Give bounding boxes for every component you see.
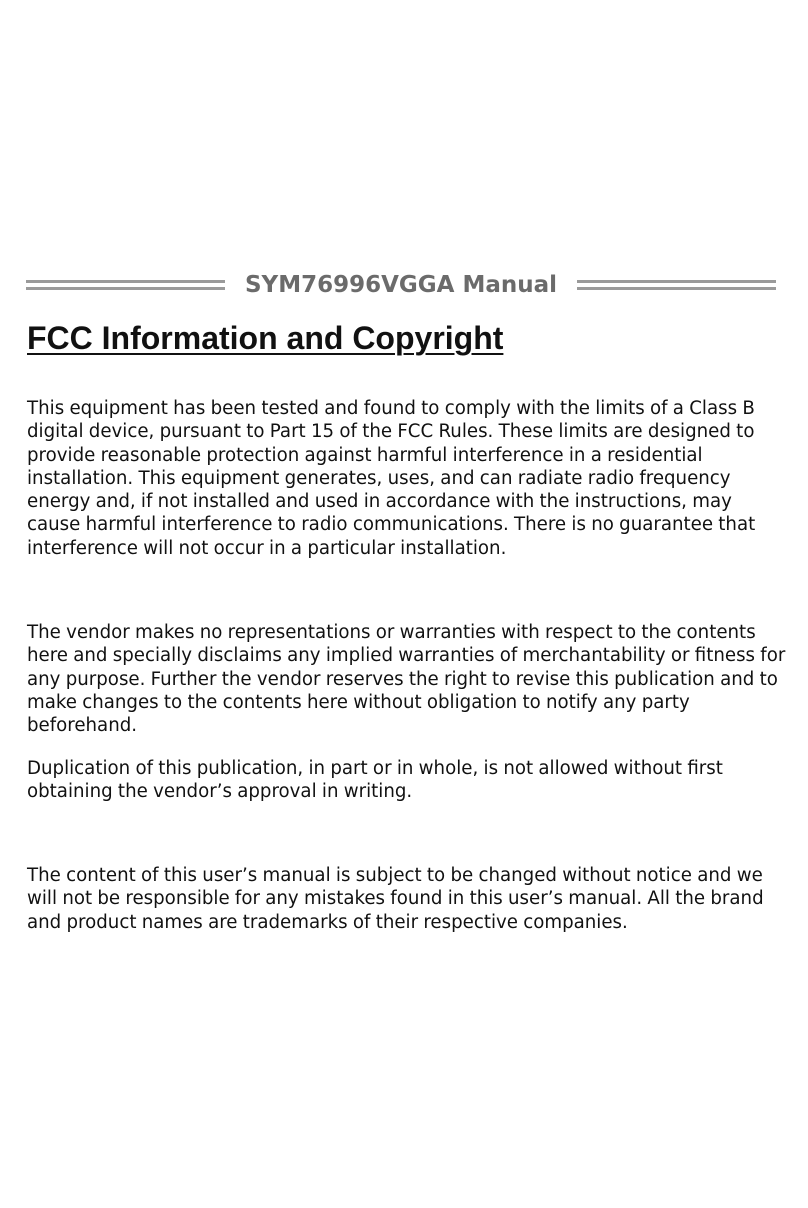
running-header <box>26 270 776 300</box>
header-rule-left <box>26 280 225 290</box>
warranty-disclaimer-paragraph: The vendor makes no representations or warranties with respect to the contents here and specially disclaims any implied warranties of merchantability or fitness for any purpose. Further the vendor reserves the right to revise this publication and to make changes to the contents here without obligation to notify any party beforehand. <box>27 622 786 737</box>
fcc-statement-paragraph: This equipment has been tested and found to comply with the limits of a Class B digital device, pursuant to Part 15 of the FCC Rules. These limits are designed to provide reasonable protection against harmful interference in a residential installation. This equipment generates, uses, and can radiate radio frequency energy and, if not installed and used in accordance with the instructions, may cause harmful interference to radio communications. There is no guarantee that interference will not occur in a particular installation. <box>27 398 756 559</box>
header-rule-right <box>577 280 776 290</box>
manual-title: SYM76996VGGA Manual <box>244 272 558 298</box>
duplication-notice-paragraph: Duplication of this publication, in part or in whole, is not allowed without first obtaining the vendor’s approval in writing. <box>27 758 723 803</box>
page-title: FCC Information and Copyright <box>27 320 504 356</box>
trademark-notice-paragraph: The content of this user’s manual is subject to be changed without notice and we will not be responsible for any mistakes found in this user’s manual. All the brand and product names are trademarks of their respective companies. <box>27 865 764 933</box>
